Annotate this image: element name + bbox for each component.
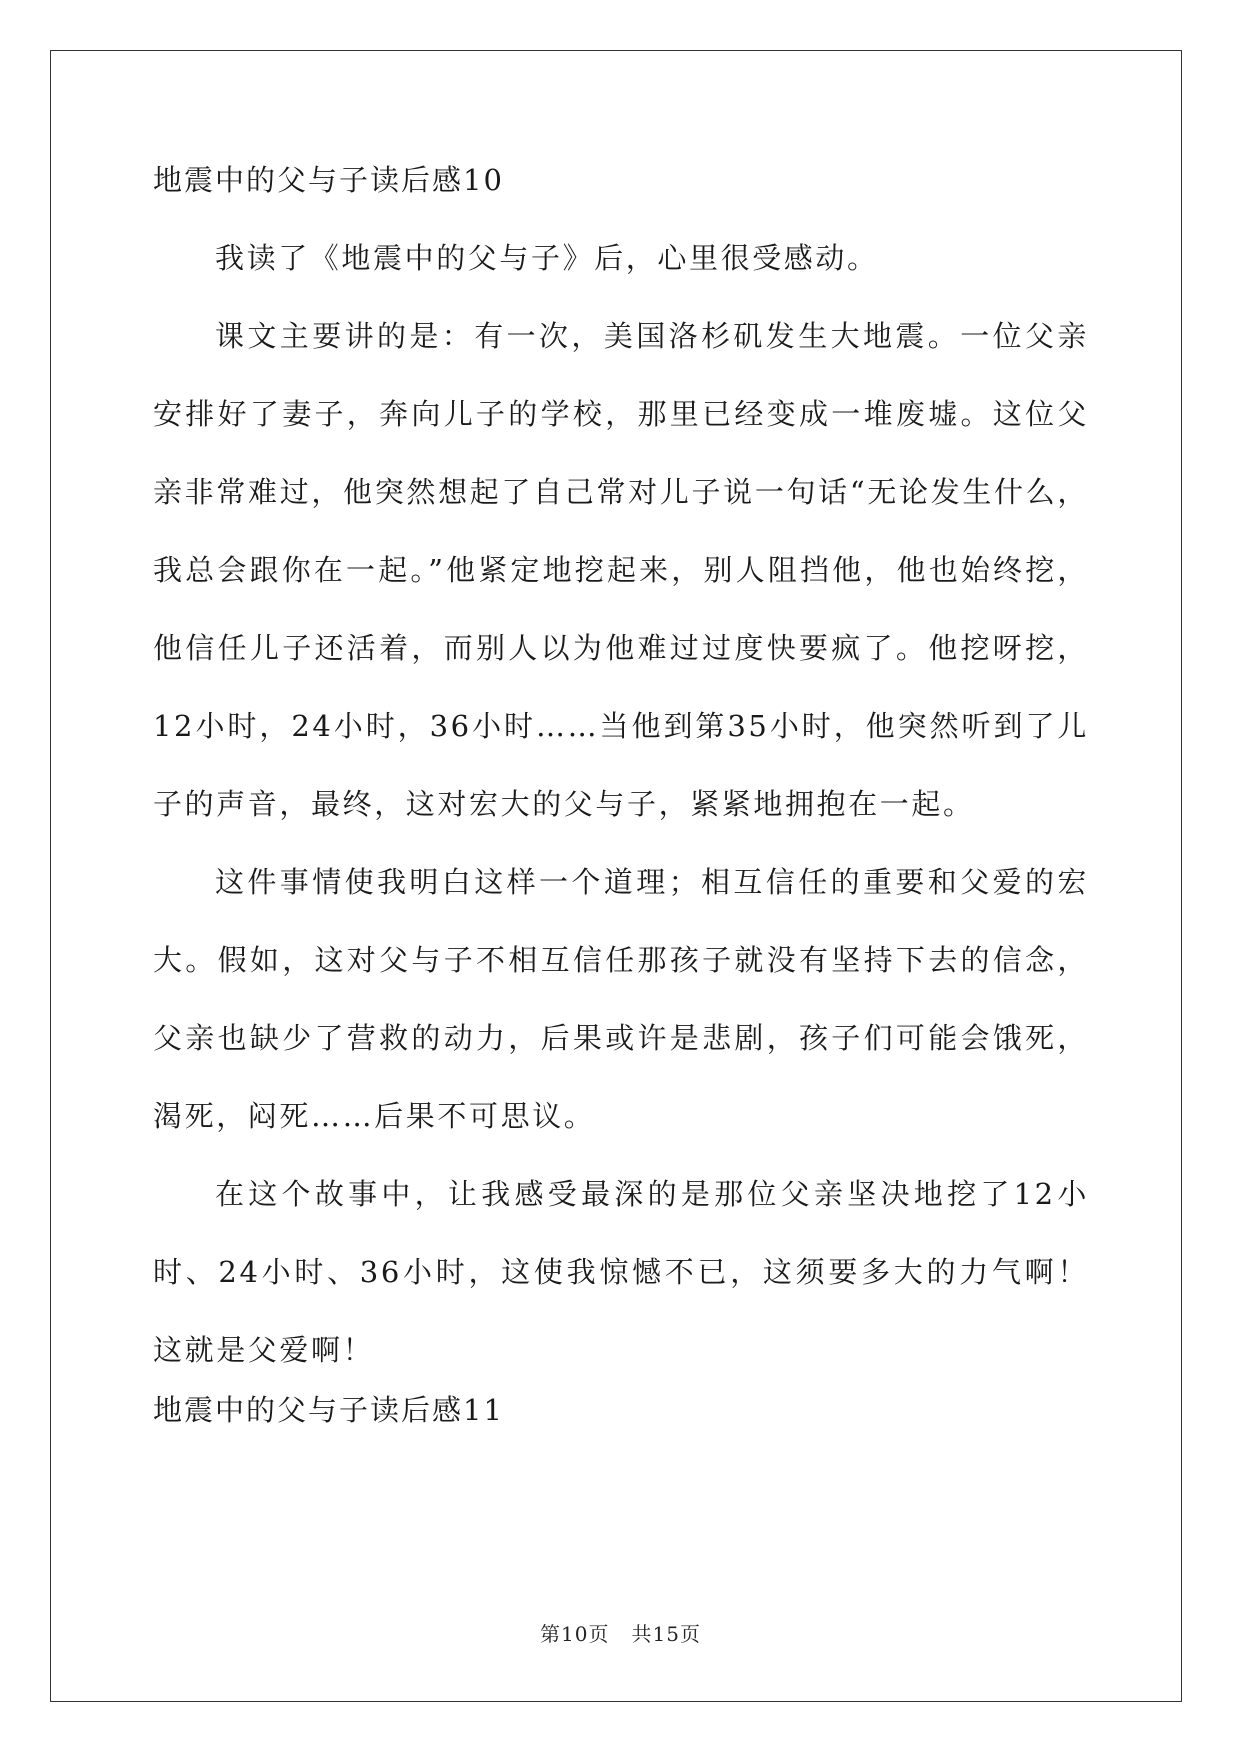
paragraph-2: 课文主要讲的是：有一次，美国洛杉矶发生大地震。一位父亲安排好了妻子，奔向儿子的学校，那里已经变成一堆废墟。这位父亲非常难过，他突然想起了自己常对儿子说一句话“无论发生什么，我总会跟你在一起。”他紧定地挖起来，别人阻挡他，他也始终挖，他信任儿子还活着，而别人以为他难过过度快要疯了。他挖呀挖，12小时，24小时，36小时……当他到第35小时，他突然听到了儿子的声音，最终，这对宏大的父与子，紧紧地拥抱在一起。 <box>153 319 1089 821</box>
paragraph-4: 在这个故事中，让我感受最深的是那位父亲坚决地挖了12小时、24小时、36小时，这使我惊憾不已，这须要多大的力气啊！这就是父爱啊！ <box>153 1177 1089 1367</box>
essay-title-11: 地震中的父与子读后感11 <box>153 1393 504 1427</box>
paragraph-1: 我读了《地震中的父与子》后，心里很受感动。 <box>215 241 879 275</box>
page-footer <box>0 1618 1241 1647</box>
page-number: 第10页 <box>540 1622 610 1646</box>
page-total: 共15页 <box>631 1622 701 1646</box>
paragraph-3: 这件事情使我明白这样一个道理；相互信任的重要和父爱的宏大。假如，这对父与子不相互信任那孩子就没有坚持下去的信念，父亲也缺少了营救的动力，后果或许是悲剧，孩子们可能会饿死，渴死，闷死……后果不可思议。 <box>153 865 1089 1133</box>
document-body <box>153 160 1089 1430</box>
essay-title-10: 地震中的父与子读后感10 <box>153 163 504 197</box>
